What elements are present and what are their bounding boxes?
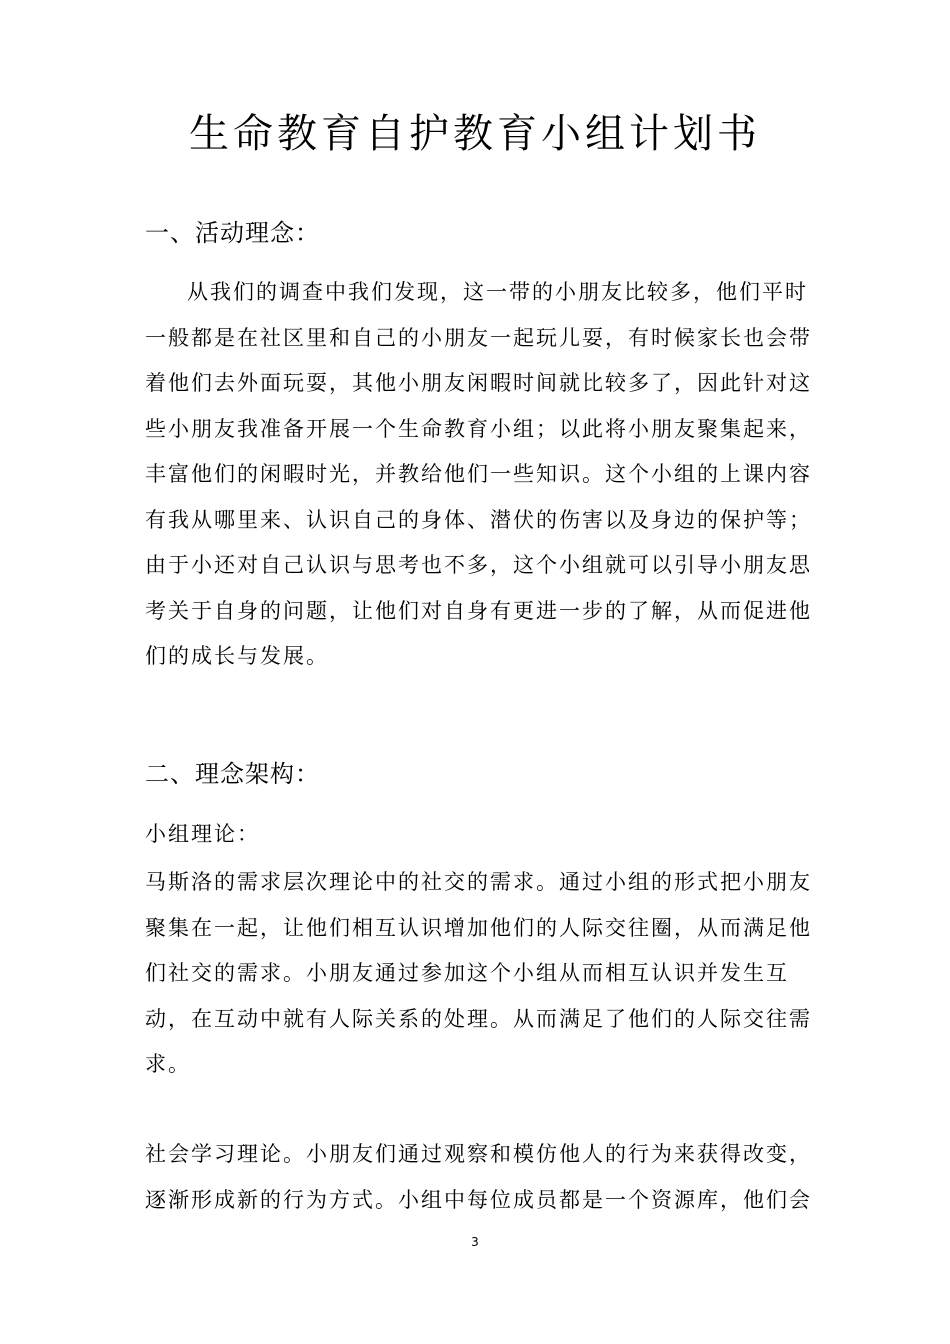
paragraph-line: 一般都是在社区里和自己的小朋友一起玩儿耍，有时候家长也会带 — [145, 325, 812, 350]
paragraph-line: 逐渐形成新的行为方式。小组中每位成员都是一个资源库，他们会 — [145, 1187, 812, 1212]
section-heading-activity-concept: 一、活动理念： — [145, 219, 320, 247]
document-title: 生命教育自护教育小组计划书 — [189, 111, 761, 157]
section-heading-concept-framework: 二、理念架构： — [145, 760, 320, 788]
paragraph-line: 求。 — [145, 1052, 191, 1076]
paragraph-line: 社会学习理论。小朋友们通过观察和模仿他人的行为来获得改变， — [145, 1142, 812, 1166]
paragraph-line: 丰富他们的闲暇时光，并教给他们一些知识。这个小组的上课内容 — [145, 462, 812, 486]
paragraph-line: 聚集在一起，让他们相互认识增加他们的人际交往圈，从而满足他 — [145, 915, 812, 940]
paragraph-line: 动，在互动中就有人际关系的处理。从而满足了他们的人际交往需 — [145, 1006, 812, 1031]
page-number: 3 — [471, 1235, 479, 1249]
activity-concept-paragraph — [145, 270, 812, 680]
paragraph-line: 些小朋友我准备开展一个生命教育小组；以此将小朋友聚集起来， — [145, 416, 812, 441]
maslow-theory-paragraph — [145, 860, 812, 1088]
group-theory-subheading — [145, 812, 795, 858]
paragraph-line: 着他们去外面玩耍，其他小朋友闲暇时间就比较多了，因此针对这 — [145, 371, 812, 395]
paragraph-line: 马斯洛的需求层次理论中的社交的需求。通过小组的形式把小朋友 — [145, 870, 812, 894]
paragraph-line: 们的成长与发展。 — [145, 644, 329, 668]
subheading-line: 小组理论： — [145, 822, 260, 846]
paragraph-line: 有我从哪里来、认识自己的身体、潜伏的伤害以及身边的保护等； — [145, 507, 812, 532]
paragraph-line: 们社交的需求。小朋友通过参加这个小组从而相互认识并发生互 — [145, 961, 789, 985]
paragraph-line: 考关于自身的问题，让他们对自身有更进一步的了解，从而促进他 — [145, 598, 812, 623]
paragraph-line: 由于小还对自己认识与思考也不多，这个小组就可以引导小朋友思 — [145, 553, 812, 577]
paragraph-line: 从我们的调查中我们发现，这一带的小朋友比较多，他们平时 — [187, 280, 808, 304]
social-learning-theory-paragraph — [145, 1132, 812, 1223]
